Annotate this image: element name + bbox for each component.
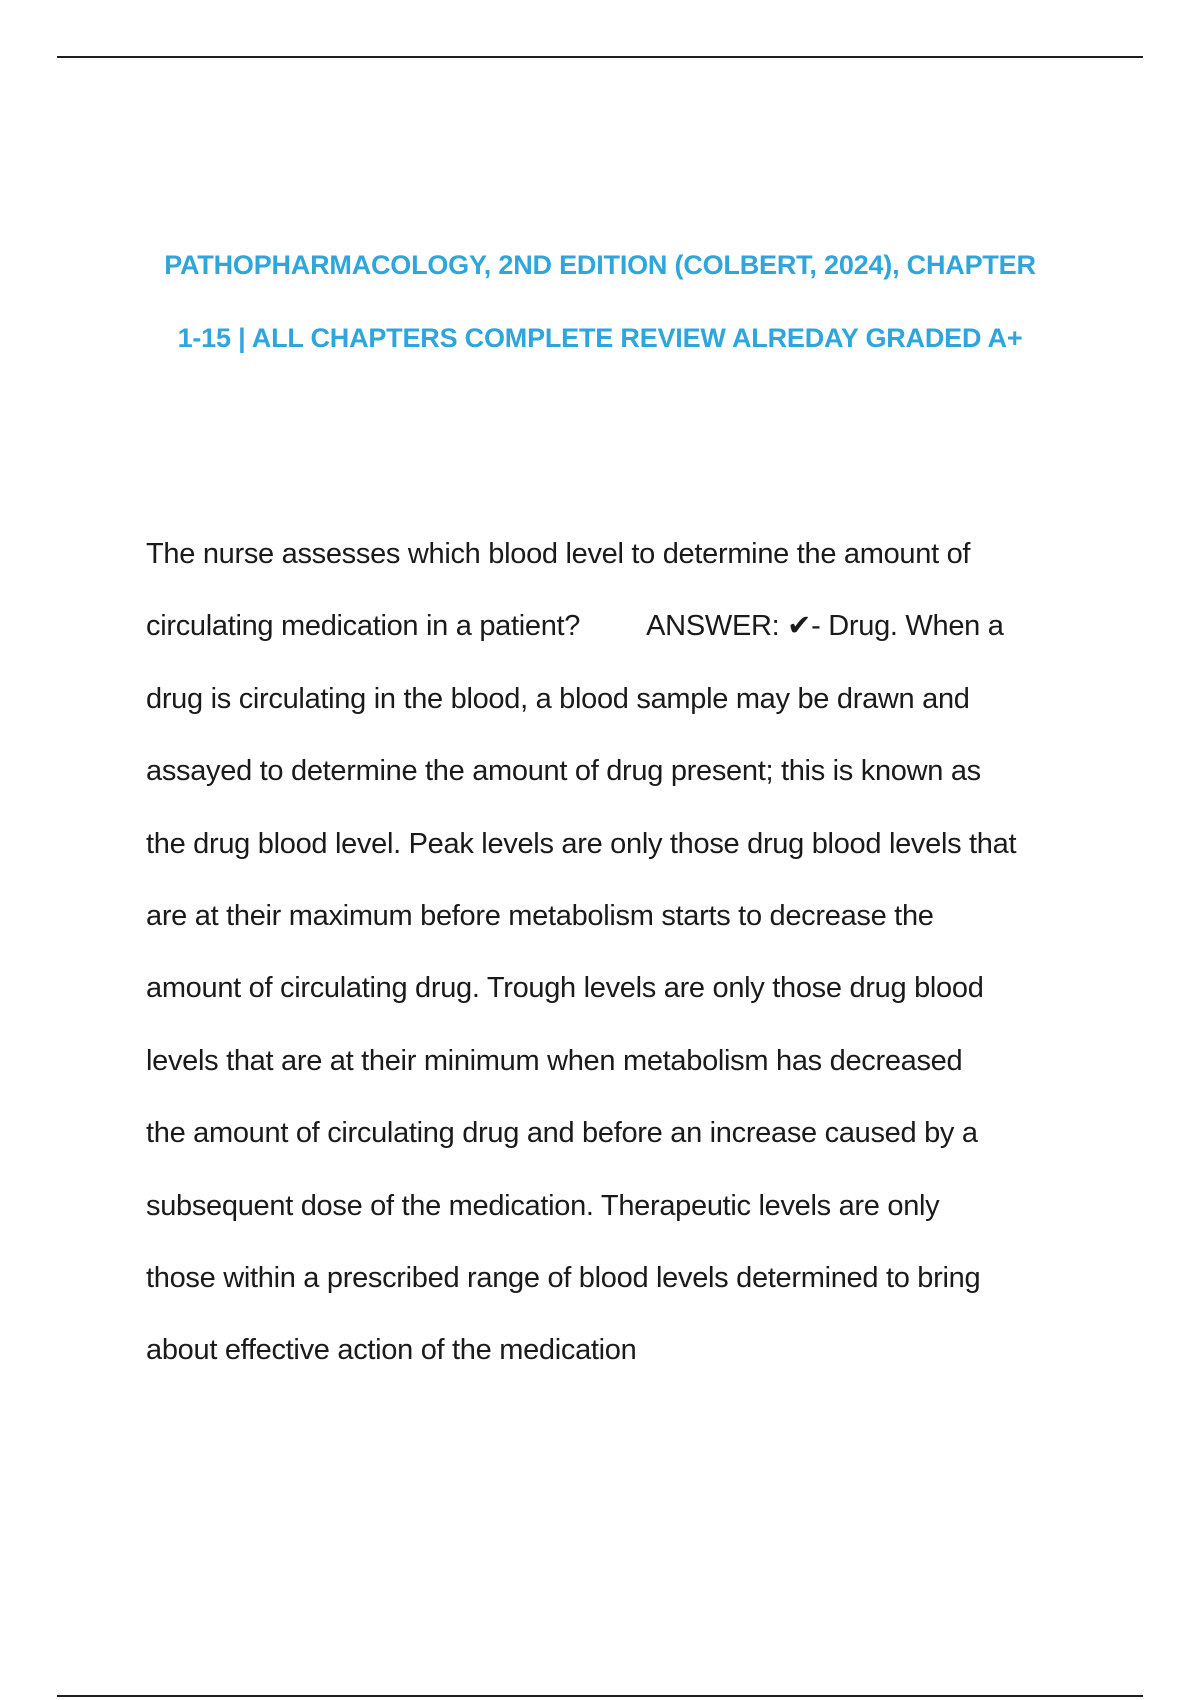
document-title bbox=[120, 248, 1080, 394]
question-line: The nurse assesses which blood level to determine the amount of bbox=[146, 538, 971, 570]
answer-line: the drug blood level. Peak levels are only those drug blood levels that bbox=[146, 827, 1017, 860]
answer-line: assayed to determine the amount of drug present; this is known as bbox=[146, 755, 981, 788]
answer-line: subsequent dose of the medication. Therapeutic levels are only bbox=[146, 1189, 940, 1222]
answer-line: amount of circulating drug. Trough levels are only those drug blood bbox=[146, 972, 984, 1005]
question-answer-line bbox=[146, 608, 1076, 680]
title-line: PATHOPHARMACOLOGY, 2ND EDITION (COLBERT, 2024), CHAPTER bbox=[164, 250, 1036, 280]
answer-line: are at their maximum before metabolism starts to decrease the bbox=[146, 899, 934, 932]
answer-line: levels that are at their minimum when metabolism has decreased bbox=[146, 1044, 963, 1077]
title-line: 1-15 | ALL CHAPTERS COMPLETE REVIEW ALREDAY GRADED A+ bbox=[177, 323, 1023, 353]
bottom-rule bbox=[57, 1695, 1143, 1697]
answer-line: about effective action of the medication bbox=[146, 1334, 637, 1367]
question-answer-block bbox=[146, 536, 1076, 1405]
question-text: circulating medication in a patient? bbox=[146, 610, 581, 643]
answer-line: drug is circulating in the blood, a blood sample may be drawn and bbox=[146, 682, 970, 715]
answer-line: the amount of circulating drug and before an increase caused by a bbox=[146, 1117, 978, 1150]
top-rule bbox=[57, 56, 1143, 58]
answer-line: those within a prescribed range of blood levels determined to bring bbox=[146, 1261, 981, 1294]
answer-label: ANSWER: ✔- Drug. When a bbox=[646, 610, 1004, 643]
